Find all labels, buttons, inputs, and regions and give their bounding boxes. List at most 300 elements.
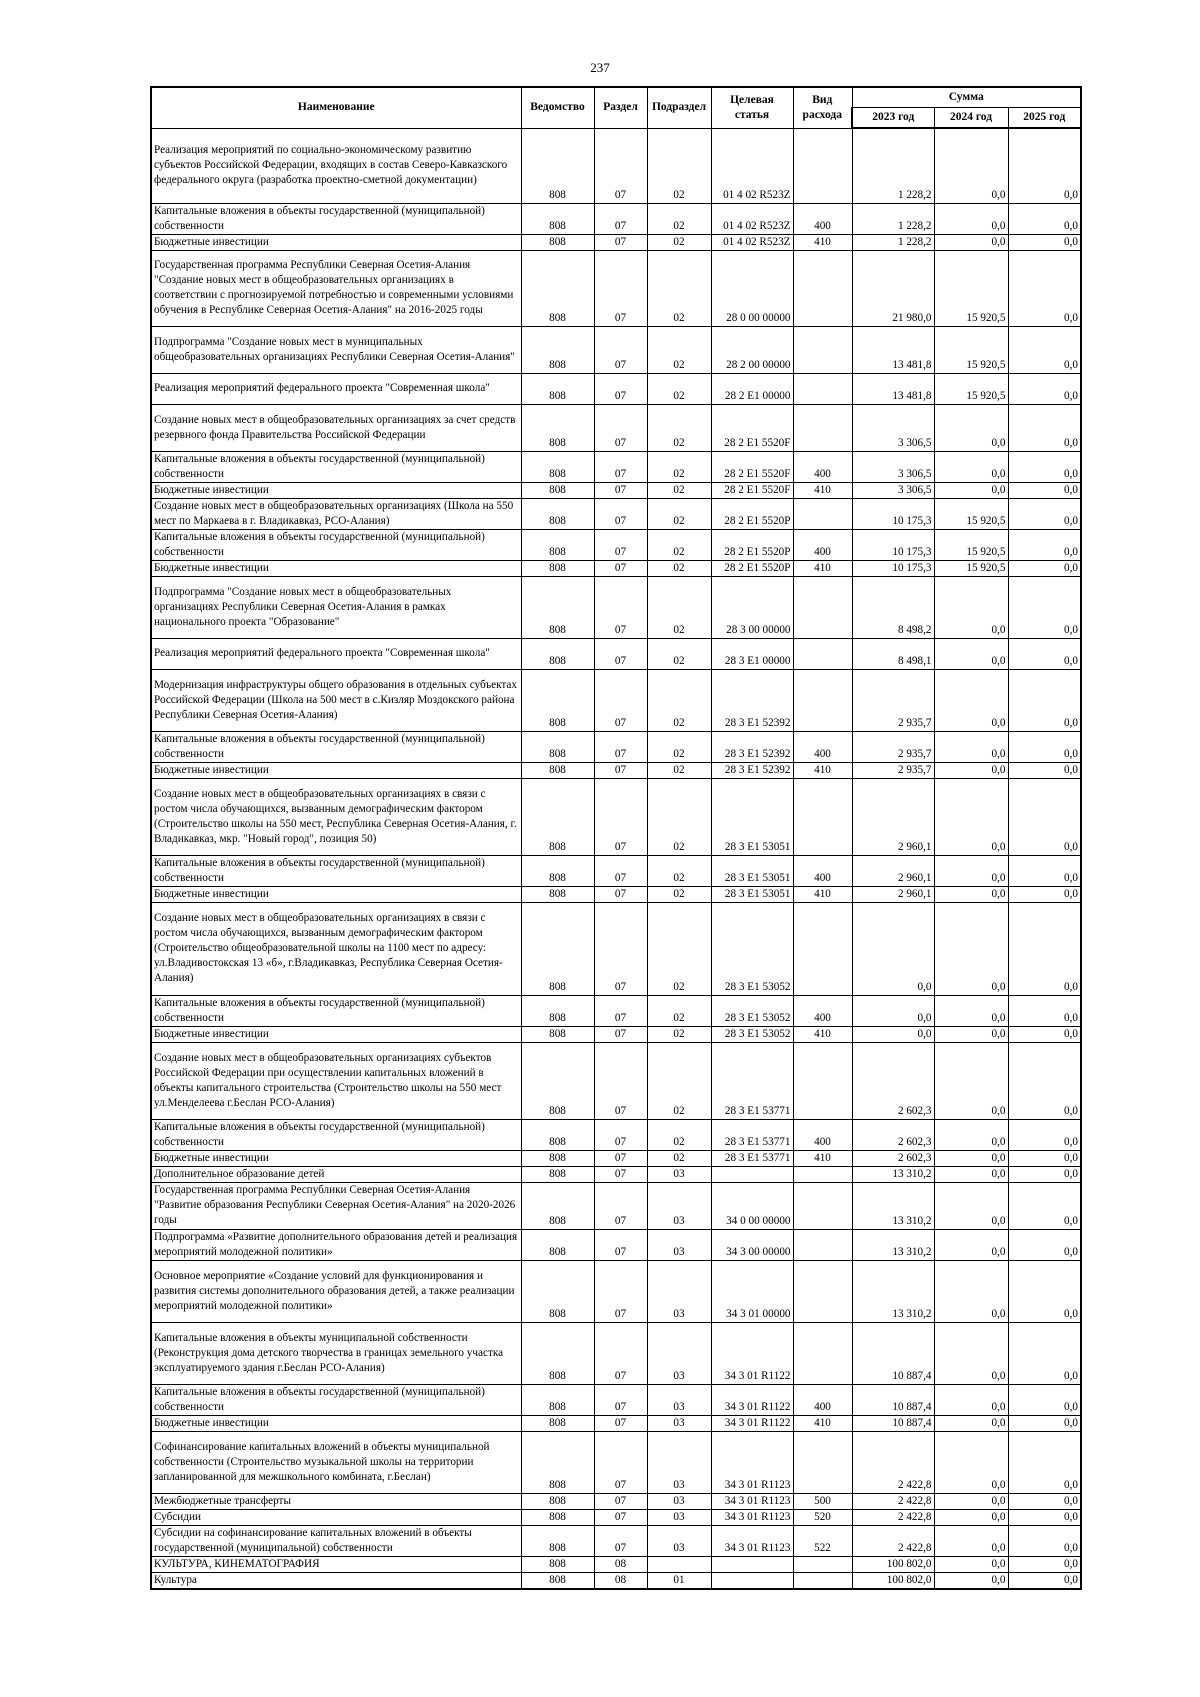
cell-section: 07 xyxy=(594,669,647,731)
cell-target: 28 3 E1 53051 xyxy=(711,855,793,886)
cell-subsection: 02 xyxy=(647,1042,711,1119)
cell-subsection xyxy=(647,1556,711,1572)
cell-name: Софинансирование капитальных вложений в объекты муниципальной собственности (Строительство музыкальной школы на территории запланированной для межшкольного комбината, г.Беслан) xyxy=(151,1431,521,1493)
cell-expense-type: 410 xyxy=(793,234,852,250)
cell-target: 28 2 E1 5520F xyxy=(711,451,793,482)
cell-2025: 0,0 xyxy=(1008,326,1081,373)
cell-name: Бюджетные инвестиции xyxy=(151,1415,521,1431)
cell-subsection: 02 xyxy=(647,1119,711,1150)
cell-2025: 0,0 xyxy=(1008,576,1081,638)
cell-expense-type xyxy=(793,778,852,855)
cell-name: Создание новых мест в общеобразовательных организациях в связи с ростом числа обучающихся, вызванным демографическим фактором (Строительство школы на 550 мест, Республика Северная Осетия-Алания, г. Владикавказ, мкр. "Новый город", позиция 50) xyxy=(151,778,521,855)
cell-department: 808 xyxy=(521,638,594,669)
cell-2024: 0,0 xyxy=(934,1525,1008,1556)
table-row xyxy=(151,1166,1081,1182)
cell-department: 808 xyxy=(521,855,594,886)
cell-2023: 8 498,2 xyxy=(852,576,934,638)
cell-expense-type xyxy=(793,373,852,404)
cell-2025: 0,0 xyxy=(1008,560,1081,576)
header-year-2025: 2025 год xyxy=(1008,107,1081,128)
cell-subsection: 02 xyxy=(647,762,711,778)
table-row xyxy=(151,1384,1081,1415)
cell-section: 07 xyxy=(594,482,647,498)
cell-2023: 3 306,5 xyxy=(852,482,934,498)
cell-2024: 0,0 xyxy=(934,1260,1008,1322)
cell-expense-type: 410 xyxy=(793,1150,852,1166)
cell-2023: 2 602,3 xyxy=(852,1119,934,1150)
cell-2023: 10 887,4 xyxy=(852,1384,934,1415)
cell-2024: 15 920,5 xyxy=(934,560,1008,576)
cell-2024: 0,0 xyxy=(934,1493,1008,1509)
cell-2024: 0,0 xyxy=(934,1556,1008,1572)
cell-section: 07 xyxy=(594,855,647,886)
table-row xyxy=(151,1260,1081,1322)
cell-name: Подпрограмма "Создание новых мест в общеобразовательных организациях Республики Северная Осетия-Алания в рамках национального проекта "Образование" xyxy=(151,576,521,638)
cell-subsection: 03 xyxy=(647,1415,711,1431)
cell-name: Капитальные вложения в объекты государственной (муниципальной) собственности xyxy=(151,203,521,234)
table-row xyxy=(151,638,1081,669)
cell-2025: 0,0 xyxy=(1008,203,1081,234)
cell-2023: 2 602,3 xyxy=(852,1042,934,1119)
cell-target: 28 2 E1 00000 xyxy=(711,373,793,404)
table-row xyxy=(151,886,1081,902)
table-row xyxy=(151,995,1081,1026)
cell-section: 07 xyxy=(594,762,647,778)
table-row xyxy=(151,250,1081,326)
cell-department: 808 xyxy=(521,731,594,762)
cell-target: 34 3 00 00000 xyxy=(711,1229,793,1260)
table-row xyxy=(151,731,1081,762)
cell-expense-type: 522 xyxy=(793,1525,852,1556)
cell-target: 34 3 01 R1122 xyxy=(711,1415,793,1431)
cell-department: 808 xyxy=(521,886,594,902)
cell-expense-type: 400 xyxy=(793,995,852,1026)
cell-2023: 1 228,2 xyxy=(852,234,934,250)
cell-department: 808 xyxy=(521,203,594,234)
cell-department: 808 xyxy=(521,250,594,326)
cell-section: 07 xyxy=(594,638,647,669)
cell-2025: 0,0 xyxy=(1008,731,1081,762)
cell-name: Капитальные вложения в объекты государственной (муниципальной) собственности xyxy=(151,1119,521,1150)
cell-section: 07 xyxy=(594,1431,647,1493)
cell-2024: 0,0 xyxy=(934,855,1008,886)
cell-subsection: 03 xyxy=(647,1229,711,1260)
cell-2025: 0,0 xyxy=(1008,1166,1081,1182)
cell-2025: 0,0 xyxy=(1008,482,1081,498)
cell-expense-type xyxy=(793,1182,852,1229)
cell-department: 808 xyxy=(521,1260,594,1322)
cell-department: 808 xyxy=(521,373,594,404)
cell-name: Субсидии на софинансирование капитальных вложений в объекты государственной (муниципальной) собственности xyxy=(151,1525,521,1556)
cell-department: 808 xyxy=(521,128,594,203)
header-name: Наименование xyxy=(151,87,521,128)
cell-target: 34 0 00 00000 xyxy=(711,1182,793,1229)
cell-2025: 0,0 xyxy=(1008,778,1081,855)
cell-name: Капитальные вложения в объекты государственной (муниципальной) собственности xyxy=(151,855,521,886)
cell-2023: 100 802,0 xyxy=(852,1556,934,1572)
cell-2024: 0,0 xyxy=(934,1415,1008,1431)
cell-2024: 0,0 xyxy=(934,1042,1008,1119)
cell-section: 07 xyxy=(594,1229,647,1260)
cell-2023: 100 802,0 xyxy=(852,1572,934,1589)
cell-subsection: 02 xyxy=(647,234,711,250)
cell-department: 808 xyxy=(521,1415,594,1431)
cell-2024: 0,0 xyxy=(934,902,1008,995)
cell-department: 808 xyxy=(521,576,594,638)
cell-expense-type: 520 xyxy=(793,1509,852,1525)
cell-section: 07 xyxy=(594,404,647,451)
cell-target: 01 4 02 R523Z xyxy=(711,203,793,234)
cell-subsection: 02 xyxy=(647,203,711,234)
cell-target: 28 3 E1 53051 xyxy=(711,886,793,902)
cell-2024: 0,0 xyxy=(934,1150,1008,1166)
cell-2023: 8 498,1 xyxy=(852,638,934,669)
cell-2023: 2 602,3 xyxy=(852,1150,934,1166)
cell-section: 07 xyxy=(594,576,647,638)
cell-target: 01 4 02 R523Z xyxy=(711,234,793,250)
cell-target: 34 3 01 R1122 xyxy=(711,1322,793,1384)
cell-2024: 0,0 xyxy=(934,762,1008,778)
cell-2024: 0,0 xyxy=(934,638,1008,669)
cell-2024: 0,0 xyxy=(934,669,1008,731)
cell-2024: 0,0 xyxy=(934,451,1008,482)
cell-2025: 0,0 xyxy=(1008,995,1081,1026)
cell-2024: 0,0 xyxy=(934,1229,1008,1260)
cell-subsection: 02 xyxy=(647,128,711,203)
cell-section: 07 xyxy=(594,1509,647,1525)
cell-2024: 0,0 xyxy=(934,1572,1008,1589)
cell-expense-type xyxy=(793,1322,852,1384)
cell-department: 808 xyxy=(521,1525,594,1556)
cell-2023: 2 935,7 xyxy=(852,731,934,762)
cell-section: 07 xyxy=(594,1322,647,1384)
cell-department: 808 xyxy=(521,404,594,451)
cell-department: 808 xyxy=(521,560,594,576)
cell-2024: 15 920,5 xyxy=(934,498,1008,529)
cell-expense-type: 400 xyxy=(793,1384,852,1415)
cell-name: Реализация мероприятий по социально-экономическому развитию субъектов Российской Федерации, входящих в состав Северо-Кавказского федерального округа (разработка проектно-сметной документации) xyxy=(151,128,521,203)
cell-section: 07 xyxy=(594,1415,647,1431)
cell-department: 808 xyxy=(521,234,594,250)
cell-section: 07 xyxy=(594,1384,647,1415)
cell-target: 28 3 E1 53771 xyxy=(711,1119,793,1150)
header-year-2023: 2023 год xyxy=(852,107,934,128)
cell-section: 07 xyxy=(594,902,647,995)
cell-target: 34 3 01 R1123 xyxy=(711,1525,793,1556)
cell-2024: 0,0 xyxy=(934,128,1008,203)
cell-2025: 0,0 xyxy=(1008,373,1081,404)
cell-name: Реализация мероприятий федерального проекта "Современная школа" xyxy=(151,638,521,669)
cell-name: Капитальные вложения в объекты муниципальной собственности (Реконструкция дома детского творчества в границах земельного участка эксплуатируемого здания г.Беслан РСО-Алания) xyxy=(151,1322,521,1384)
table-row xyxy=(151,778,1081,855)
cell-2025: 0,0 xyxy=(1008,1415,1081,1431)
cell-subsection: 02 xyxy=(647,638,711,669)
table-row xyxy=(151,1556,1081,1572)
cell-target: 28 2 E1 5520P xyxy=(711,498,793,529)
cell-target: 34 3 01 00000 xyxy=(711,1260,793,1322)
cell-section: 07 xyxy=(594,451,647,482)
cell-subsection: 03 xyxy=(647,1384,711,1415)
cell-2023: 2 935,7 xyxy=(852,669,934,731)
cell-2025: 0,0 xyxy=(1008,902,1081,995)
cell-name: Подпрограмма «Развитие дополнительного образования детей и реализация мероприятий молодежной политики» xyxy=(151,1229,521,1260)
cell-2023: 13 310,2 xyxy=(852,1166,934,1182)
cell-target: 28 2 E1 5520P xyxy=(711,529,793,560)
cell-name: Создание новых мест в общеобразовательных организациях за счет средств резервного фонда Правительства Российской Федерации xyxy=(151,404,521,451)
cell-target: 28 3 E1 53052 xyxy=(711,1026,793,1042)
cell-2025: 0,0 xyxy=(1008,1384,1081,1415)
cell-2023: 1 228,2 xyxy=(852,128,934,203)
cell-2025: 0,0 xyxy=(1008,1260,1081,1322)
cell-department: 808 xyxy=(521,778,594,855)
cell-2023: 3 306,5 xyxy=(852,404,934,451)
cell-2025: 0,0 xyxy=(1008,855,1081,886)
cell-2023: 0,0 xyxy=(852,995,934,1026)
cell-2023: 13 310,2 xyxy=(852,1229,934,1260)
cell-2023: 10 887,4 xyxy=(852,1415,934,1431)
cell-2023: 13 481,8 xyxy=(852,326,934,373)
cell-name: Создание новых мест в общеобразовательных организациях субъектов Российской Федерации при осуществлении капитальных вложений в объекты капитального строительства (Строительство школы на 550 мест ул.Менделеева г.Беслан РСО-Алания) xyxy=(151,1042,521,1119)
cell-2025: 0,0 xyxy=(1008,1150,1081,1166)
cell-name: Реализация мероприятий федерального проекта "Современная школа" xyxy=(151,373,521,404)
cell-section: 07 xyxy=(594,373,647,404)
cell-target: 28 3 E1 52392 xyxy=(711,762,793,778)
cell-subsection: 03 xyxy=(647,1322,711,1384)
cell-subsection: 03 xyxy=(647,1260,711,1322)
cell-name: Капитальные вложения в объекты государственной (муниципальной) собственности xyxy=(151,1384,521,1415)
cell-section: 07 xyxy=(594,234,647,250)
table-row xyxy=(151,404,1081,451)
table-row xyxy=(151,1431,1081,1493)
cell-subsection: 02 xyxy=(647,886,711,902)
cell-section: 07 xyxy=(594,128,647,203)
cell-section: 07 xyxy=(594,1119,647,1150)
cell-department: 808 xyxy=(521,1166,594,1182)
table-row xyxy=(151,1493,1081,1509)
cell-subsection: 02 xyxy=(647,560,711,576)
cell-subsection: 02 xyxy=(647,731,711,762)
cell-target: 28 3 E1 53771 xyxy=(711,1042,793,1119)
table-row xyxy=(151,1415,1081,1431)
cell-target: 34 3 01 R1123 xyxy=(711,1493,793,1509)
cell-2025: 0,0 xyxy=(1008,498,1081,529)
cell-expense-type xyxy=(793,576,852,638)
cell-name: Бюджетные инвестиции xyxy=(151,762,521,778)
cell-name: Межбюджетные трансферты xyxy=(151,1493,521,1509)
cell-expense-type xyxy=(793,1556,852,1572)
table-row xyxy=(151,669,1081,731)
cell-subsection: 02 xyxy=(647,326,711,373)
cell-section: 07 xyxy=(594,731,647,762)
cell-expense-type xyxy=(793,1229,852,1260)
cell-name: Субсидии xyxy=(151,1509,521,1525)
cell-department: 808 xyxy=(521,1182,594,1229)
cell-name: Капитальные вложения в объекты государственной (муниципальной) собственности xyxy=(151,731,521,762)
header-section: Раздел xyxy=(594,87,647,128)
table-row xyxy=(151,1150,1081,1166)
cell-subsection: 03 xyxy=(647,1431,711,1493)
cell-target: 28 2 E1 5520P xyxy=(711,560,793,576)
cell-section: 07 xyxy=(594,1166,647,1182)
cell-name: Капитальные вложения в объекты государственной (муниципальной) собственности xyxy=(151,995,521,1026)
cell-2025: 0,0 xyxy=(1008,451,1081,482)
cell-expense-type: 500 xyxy=(793,1493,852,1509)
table-row xyxy=(151,1026,1081,1042)
cell-expense-type: 400 xyxy=(793,855,852,886)
page-number: 237 xyxy=(590,60,610,75)
cell-2024: 0,0 xyxy=(934,1431,1008,1493)
cell-department: 808 xyxy=(521,326,594,373)
cell-department: 808 xyxy=(521,1431,594,1493)
cell-2025: 0,0 xyxy=(1008,886,1081,902)
table-row xyxy=(151,1042,1081,1119)
cell-expense-type xyxy=(793,404,852,451)
table-row xyxy=(151,529,1081,560)
cell-2023: 0,0 xyxy=(852,902,934,995)
cell-2024: 0,0 xyxy=(934,576,1008,638)
cell-section: 07 xyxy=(594,250,647,326)
cell-2024: 15 920,5 xyxy=(934,529,1008,560)
cell-name: КУЛЬТУРА, КИНЕМАТОГРАФИЯ xyxy=(151,1556,521,1572)
table-row xyxy=(151,1322,1081,1384)
cell-department: 808 xyxy=(521,451,594,482)
cell-target: 28 3 E1 53771 xyxy=(711,1150,793,1166)
cell-section: 08 xyxy=(594,1572,647,1589)
cell-subsection: 02 xyxy=(647,669,711,731)
cell-subsection: 02 xyxy=(647,404,711,451)
cell-2025: 0,0 xyxy=(1008,1493,1081,1509)
cell-name: Государственная программа Республики Северная Осетия-Алания "Развитие образования Республики Северная Осетия-Алания" на 2020-2026 годы xyxy=(151,1182,521,1229)
header-year-2024: 2024 год xyxy=(934,107,1008,128)
cell-2023: 2 422,8 xyxy=(852,1525,934,1556)
cell-expense-type xyxy=(793,669,852,731)
cell-section: 07 xyxy=(594,1493,647,1509)
cell-department: 808 xyxy=(521,1229,594,1260)
cell-expense-type: 400 xyxy=(793,1119,852,1150)
cell-2025: 0,0 xyxy=(1008,762,1081,778)
cell-target xyxy=(711,1572,793,1589)
table-row xyxy=(151,451,1081,482)
cell-name: Создание новых мест в общеобразовательных организациях в связи с ростом числа обучающихся, вызванным демографическим фактором (Строительство общеобразовательной школы на 1100 мест по адресу: ул.Владивостокская 13 «б», г.Владикавказ, Республика Северная Осетия-Алания) xyxy=(151,902,521,995)
cell-2024: 0,0 xyxy=(934,203,1008,234)
cell-subsection: 02 xyxy=(647,1026,711,1042)
cell-2023: 2 422,8 xyxy=(852,1431,934,1493)
cell-2024: 0,0 xyxy=(934,1384,1008,1415)
cell-subsection: 02 xyxy=(647,250,711,326)
cell-department: 808 xyxy=(521,1042,594,1119)
cell-2025: 0,0 xyxy=(1008,638,1081,669)
cell-target: 34 3 01 R1122 xyxy=(711,1384,793,1415)
cell-section: 07 xyxy=(594,886,647,902)
cell-2025: 0,0 xyxy=(1008,1431,1081,1493)
cell-department: 808 xyxy=(521,1322,594,1384)
cell-expense-type xyxy=(793,902,852,995)
cell-2023: 10 175,3 xyxy=(852,560,934,576)
header-department: Ведомство xyxy=(521,87,594,128)
cell-section: 07 xyxy=(594,326,647,373)
cell-expense-type xyxy=(793,1260,852,1322)
cell-2023: 2 422,8 xyxy=(852,1493,934,1509)
cell-2023: 2 960,1 xyxy=(852,855,934,886)
header-sum: Сумма xyxy=(852,87,1081,107)
cell-expense-type: 410 xyxy=(793,1026,852,1042)
cell-2025: 0,0 xyxy=(1008,404,1081,451)
table-row xyxy=(151,1572,1081,1589)
cell-2023: 0,0 xyxy=(852,1026,934,1042)
header-subsection: Подраздел xyxy=(647,87,711,128)
cell-section: 08 xyxy=(594,1556,647,1572)
table-row xyxy=(151,326,1081,373)
cell-expense-type: 410 xyxy=(793,762,852,778)
cell-name: Капитальные вложения в объекты государственной (муниципальной) собственности xyxy=(151,529,521,560)
cell-target: 01 4 02 R523Z xyxy=(711,128,793,203)
cell-expense-type xyxy=(793,1572,852,1589)
cell-target xyxy=(711,1556,793,1572)
header-expense-type: Вид расхода xyxy=(793,87,852,128)
cell-target: 28 3 00 00000 xyxy=(711,576,793,638)
cell-2024: 15 920,5 xyxy=(934,373,1008,404)
cell-2025: 0,0 xyxy=(1008,1509,1081,1525)
cell-2023: 10 887,4 xyxy=(852,1322,934,1384)
cell-section: 07 xyxy=(594,995,647,1026)
cell-subsection: 02 xyxy=(647,855,711,886)
cell-section: 07 xyxy=(594,1042,647,1119)
cell-2024: 15 920,5 xyxy=(934,250,1008,326)
cell-2025: 0,0 xyxy=(1008,1556,1081,1572)
cell-expense-type xyxy=(793,1042,852,1119)
cell-section: 07 xyxy=(594,1525,647,1556)
cell-2023: 2 960,1 xyxy=(852,886,934,902)
cell-2025: 0,0 xyxy=(1008,128,1081,203)
table-row xyxy=(151,482,1081,498)
cell-subsection: 02 xyxy=(647,778,711,855)
cell-2025: 0,0 xyxy=(1008,1525,1081,1556)
cell-expense-type: 410 xyxy=(793,886,852,902)
cell-target: 28 3 E1 00000 xyxy=(711,638,793,669)
table-row xyxy=(151,128,1081,203)
budget-table xyxy=(150,86,1082,1590)
cell-expense-type: 410 xyxy=(793,560,852,576)
cell-2024: 0,0 xyxy=(934,1182,1008,1229)
cell-target: 28 0 00 00000 xyxy=(711,250,793,326)
table-row xyxy=(151,560,1081,576)
cell-2024: 0,0 xyxy=(934,1166,1008,1182)
cell-2025: 0,0 xyxy=(1008,1182,1081,1229)
cell-section: 07 xyxy=(594,529,647,560)
cell-2024: 0,0 xyxy=(934,404,1008,451)
cell-2024: 0,0 xyxy=(934,1119,1008,1150)
cell-department: 808 xyxy=(521,1150,594,1166)
cell-2025: 0,0 xyxy=(1008,1119,1081,1150)
cell-name: Бюджетные инвестиции xyxy=(151,234,521,250)
cell-section: 07 xyxy=(594,1150,647,1166)
cell-subsection: 02 xyxy=(647,451,711,482)
cell-section: 07 xyxy=(594,1260,647,1322)
cell-expense-type xyxy=(793,128,852,203)
cell-2024: 0,0 xyxy=(934,778,1008,855)
cell-subsection: 02 xyxy=(647,1150,711,1166)
cell-name: Бюджетные инвестиции xyxy=(151,1026,521,1042)
table-row xyxy=(151,1509,1081,1525)
cell-2024: 0,0 xyxy=(934,1322,1008,1384)
cell-2024: 0,0 xyxy=(934,482,1008,498)
cell-name: Бюджетные инвестиции xyxy=(151,560,521,576)
cell-department: 808 xyxy=(521,529,594,560)
cell-2023: 1 228,2 xyxy=(852,203,934,234)
cell-2025: 0,0 xyxy=(1008,250,1081,326)
cell-2024: 0,0 xyxy=(934,886,1008,902)
table-row xyxy=(151,576,1081,638)
